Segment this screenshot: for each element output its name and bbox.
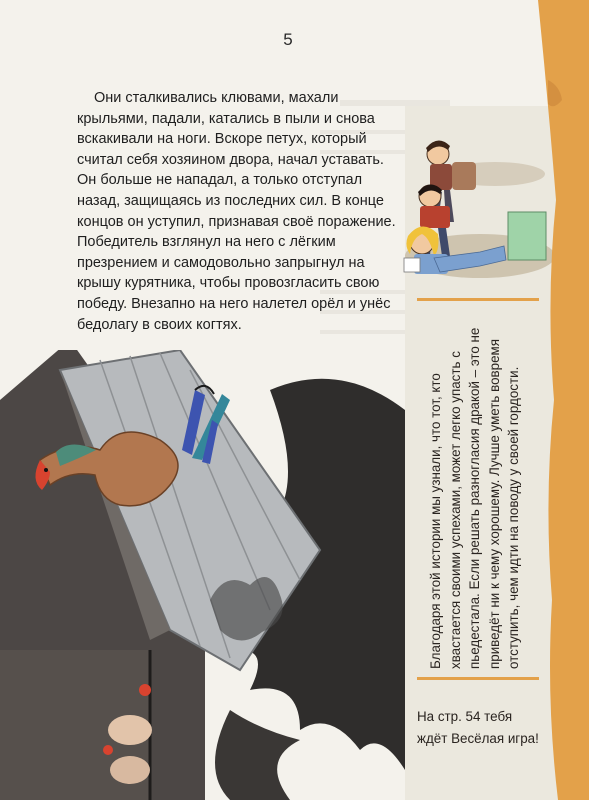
moral-text: Благодаря этой истории мы узнали, что тот, кто хвастается своими успехами, может легко упасть с пьедестала. Если решать разногласия дракой – это не приведёт ни к чему хорошему. Лучше уметь вовремя отступить, чем идти на поводу у своей гордости. — [428, 327, 522, 669]
moral-box — [417, 298, 539, 680]
game-hint-line1: На стр. 54 тебя — [417, 709, 513, 724]
orange-page-edge — [538, 0, 589, 800]
story-text — [77, 88, 397, 335]
children-illustration — [400, 126, 560, 296]
page-number: 5 — [283, 30, 293, 49]
story-paragraph: Они сталкивались клювами, махали крыльями, падали, катались в пыли и снова вскакивали на ноги. Вскоре петух, который считал себя хозяином двора, начал уставать. Он больше не нападал, а только отступал назад, защищаясь из последних сил. В конце концов он уступил, признавая своё поражение. Победитель взглянул на него с лёгким презрением и самодовольно запрыгнул на крышу курятника, чтобы провозгласить свою победу. Внезапно на него налетел орёл и унёс бедолагу в своих когтях. — [77, 90, 396, 333]
game-hint-line2: ждёт Весёлая игра! — [417, 731, 539, 746]
henhouse-illustration — [0, 350, 420, 800]
